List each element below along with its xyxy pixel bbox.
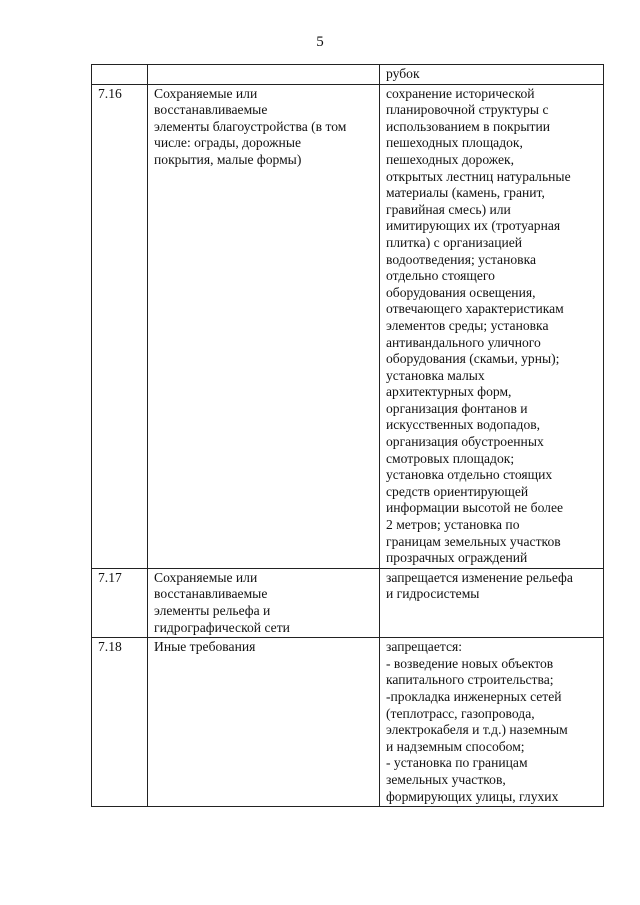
element-name: Иные требования (148, 638, 380, 807)
table-row (92, 638, 604, 807)
row-number: 7.16 (92, 84, 148, 568)
requirements-table (91, 64, 604, 807)
row-number (92, 65, 148, 85)
row-number: 7.18 (92, 638, 148, 807)
element-name (148, 65, 380, 85)
requirement-text: рубок (380, 65, 604, 85)
requirement-text: запрещается изменение рельефа и гидросистемы (380, 568, 604, 637)
page-number: 5 (316, 34, 324, 50)
table-row (92, 65, 604, 85)
table-row (92, 568, 604, 637)
requirement-text: запрещается: - возведение новых объектов капитального строительства; -прокладка инженерных сетей (теплотрасс, газопровода, электрокабеля и т.д.) наземным и надземным способом; - установка по границам земельных участков, формирующих улицы, глухих (380, 638, 604, 807)
requirement-text: сохранение исторической планировочной структуры с использованием в покрытии пешеходных площадок, пешеходных дорожек, открытых лестниц натуральные материалы (камень, гранит, гравийная смесь) или имитирующих их (тротуарная плитка) с организацией водоотведения; установка отдельно стоящего оборудования освещения, отвечающего характеристикам элементов среды; установка антивандального уличного оборудования (скамьи, урны); установка малых архитектурных форм, организация фонтанов и искусственных водопадов, организация обустроенных смотровых площадок; установка отдельно стоящих средств ориентирующей информации высотой не более 2 метров; установка по границам земельных участков прозрачных ограждений (380, 84, 604, 568)
element-name: Сохраняемые или восстанавливаемые элементы рельефа и гидрографической сети (148, 568, 380, 637)
table-row (92, 84, 604, 568)
element-name: Сохраняемые или восстанавливаемые элементы благоустройства (в том числе: ограды, дорожные покрытия, малые формы) (148, 84, 380, 568)
row-number: 7.17 (92, 568, 148, 637)
